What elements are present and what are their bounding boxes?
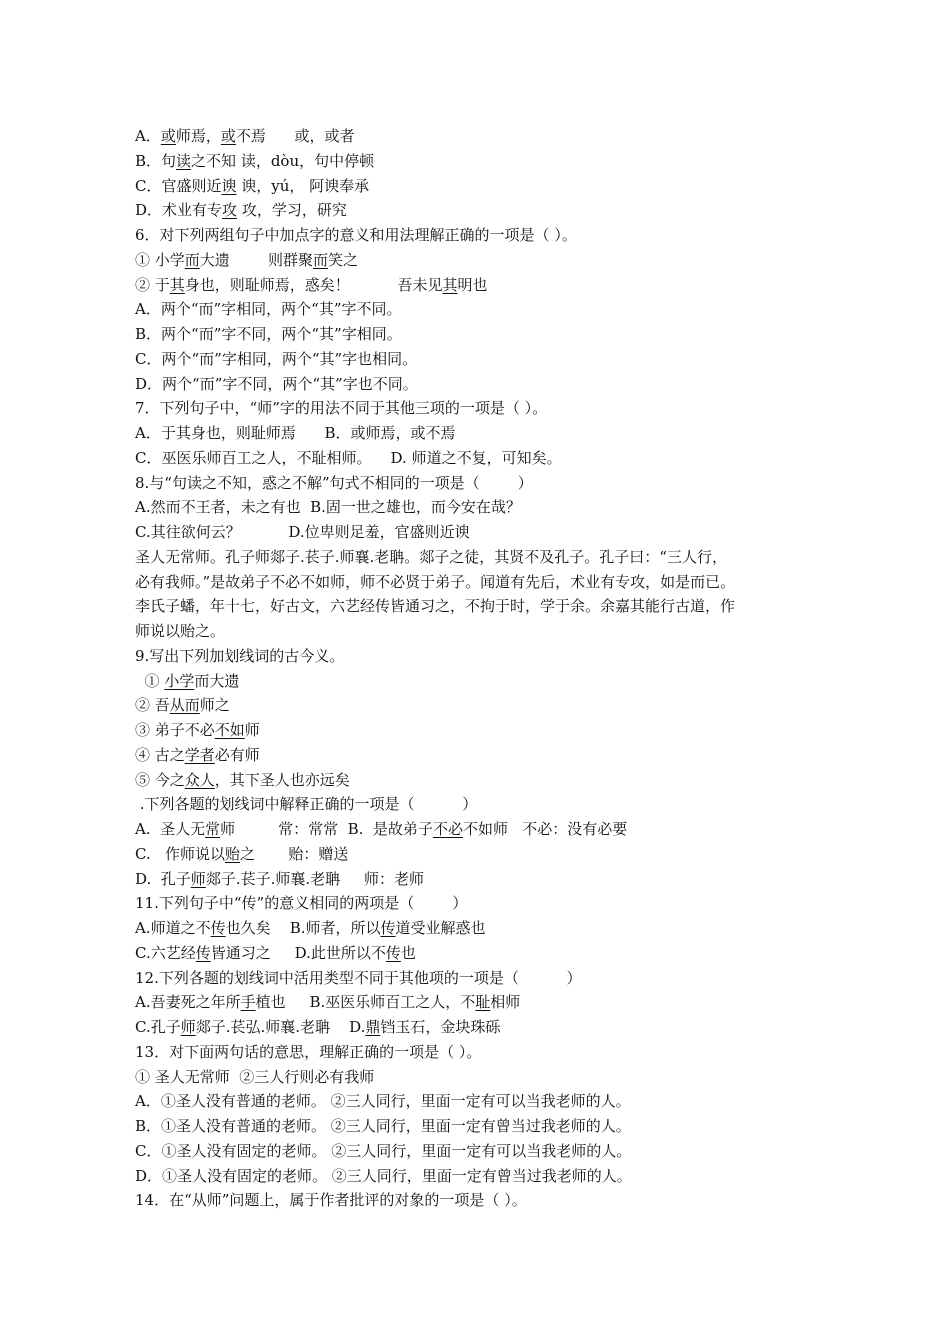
text-segment: A．于其身也，则耻师焉 B．或师焉，或不焉 xyxy=(135,424,456,442)
text-segment: C.其往欲何云？ D.位卑则足羞，官盛则近谀 xyxy=(135,523,470,541)
text-line xyxy=(135,867,424,892)
text-line xyxy=(135,421,455,446)
underlined-word: 或 xyxy=(220,127,236,145)
text-segment: A．①圣人没有普通的老师。 ②三人同行，里面一定有可以当我老师的人。 xyxy=(135,1092,631,1111)
text-line xyxy=(135,768,350,793)
text-segment: 明也 xyxy=(457,275,488,294)
underlined-word: 谀 xyxy=(221,176,237,195)
underlined-word: 传 xyxy=(210,919,226,937)
underlined-word: 读 xyxy=(176,151,192,170)
text-segment: 11.下列句子中“传”的意义相同的两项是（ ） xyxy=(135,894,468,913)
text-segment: D．术业有专 xyxy=(135,201,223,220)
text-line xyxy=(135,322,402,347)
text-line xyxy=(135,842,348,867)
text-line xyxy=(135,1164,632,1189)
text-segment: A.然而不王者，未之有也 B.固一世之雄也，而今安在哉？ xyxy=(135,498,521,517)
text-line xyxy=(135,619,225,644)
text-line xyxy=(135,792,477,817)
underlined-word: 师 xyxy=(190,869,206,888)
text-segment: 谀，yú， 阿谀奉承 xyxy=(236,176,370,195)
text-segment: 李氏子蟠，年十七，好古文，六艺经传皆通习之，不拘于时，学于余。余嘉其能行古道，作 xyxy=(135,597,736,616)
text-segment: .下列各题的划线词中解释正确的一项是（ ） xyxy=(135,795,478,814)
underlined-word: 耻 xyxy=(475,993,491,1012)
text-line xyxy=(135,916,486,941)
text-segment: 也 xyxy=(400,943,416,962)
text-line xyxy=(135,1139,631,1164)
text-line xyxy=(135,990,520,1015)
text-line xyxy=(135,1188,527,1213)
underlined-word: 而 xyxy=(184,250,200,269)
text-segment: 圣人无常师。孔子师郯子.苌子.师襄.老聃。郯子之徒，其贤不及孔子。孔子曰：“三人行， xyxy=(135,547,727,566)
text-line xyxy=(135,149,374,174)
text-line xyxy=(135,545,727,570)
text-segment: ① 圣人无常师 ②三人行则必有我师 xyxy=(135,1067,375,1086)
text-segment: C．两个“而”字相同，两个“其”字也相同。 xyxy=(135,349,418,368)
text-segment: 道受业解惑也 xyxy=(395,919,486,937)
text-segment: 必有师 xyxy=(214,745,260,764)
text-line xyxy=(135,347,417,372)
underlined-word: 小学 xyxy=(164,671,195,690)
text-segment: ③ 弟子不必 xyxy=(135,721,215,739)
underlined-word: 传 xyxy=(385,943,401,962)
underlined-word: 鼎 xyxy=(365,1018,381,1036)
text-segment: 郯子.苌子.师襄.老聃 师：老师 xyxy=(205,869,424,888)
text-line xyxy=(135,1114,631,1139)
text-segment: C．巫医乐师百工之人，不耻相师。 D. 师道之不复，可知矣。 xyxy=(135,448,562,467)
text-segment: 大遗 则群聚 xyxy=(199,250,313,269)
text-segment: 师 xyxy=(244,721,260,739)
text-segment: 植也 B.巫医乐师百工之人，不 xyxy=(255,993,476,1012)
underlined-word: 不必 xyxy=(432,820,463,838)
text-line xyxy=(135,966,582,991)
text-segment: D．①圣人没有固定的老师。 ②三人同行，里面一定有曾当过我老师的人。 xyxy=(135,1166,632,1185)
text-line xyxy=(135,372,418,397)
text-line xyxy=(135,446,562,471)
text-segment: 12.下列各题的划线词中活用类型不同于其他项的一项是（ ） xyxy=(135,968,582,987)
text-segment: A.吾妻死之年所 xyxy=(135,993,241,1012)
text-segment: 8.与“句读之不知，惑之不解”句式不相同的一项是（ ） xyxy=(135,473,533,492)
text-line xyxy=(135,223,577,248)
text-line xyxy=(135,1089,631,1114)
text-segment: 师说以贻之。 xyxy=(135,622,226,640)
text-segment: ② 吾 xyxy=(135,696,170,715)
underlined-word: 其 xyxy=(442,275,458,294)
text-segment: ④ 古之 xyxy=(135,745,185,764)
underlined-word: 师 xyxy=(180,1018,196,1036)
text-line xyxy=(135,941,416,966)
text-segment: 师之 xyxy=(199,696,230,715)
text-line xyxy=(135,471,533,496)
text-segment: 皆通习之 D.此世所以不 xyxy=(210,943,386,962)
text-segment: 铛玉石，金块珠砾 xyxy=(380,1018,501,1036)
text-segment: 13．对下面两句话的意思，理解正确的一项是（ ）。 xyxy=(135,1042,482,1061)
text-line xyxy=(135,198,347,223)
text-line xyxy=(135,669,239,694)
text-segment: 9.写出下列加划线词的古今义。 xyxy=(135,646,345,665)
text-line xyxy=(135,396,547,421)
text-segment: 相师 xyxy=(490,993,521,1012)
text-line xyxy=(135,817,627,842)
text-segment: ，其下圣人也亦远矣 xyxy=(214,770,350,789)
text-segment: D. 孔子 xyxy=(135,869,191,888)
text-segment: A.师道之不 xyxy=(135,919,211,937)
text-line xyxy=(135,1015,500,1040)
text-segment: A．两个“而”字相同，两个“其”字不同。 xyxy=(135,300,402,319)
text-segment: 14．在“从师”问题上，属于作者批评的对象的一项是（ ）。 xyxy=(135,1191,527,1210)
text-segment: C．官盛则近 xyxy=(135,176,222,195)
text-segment: B．①圣人没有普通的老师。 ②三人同行，里面一定有曾当过我老师的人。 xyxy=(135,1117,631,1135)
underlined-word: 不如 xyxy=(214,721,245,739)
text-line xyxy=(135,743,260,768)
text-segment: ① xyxy=(135,671,165,690)
text-segment: 也久矣 B.师者，所以 xyxy=(225,919,381,937)
text-segment: ⑤ 今之 xyxy=(135,770,185,789)
text-line xyxy=(135,520,470,545)
text-line xyxy=(135,124,355,149)
text-line xyxy=(135,495,521,520)
underlined-word: 常 xyxy=(205,820,221,838)
text-segment: 必有我师。”是故弟子不必不如师，师不必贤于弟子。闻道有先后，术业有专攻，如是而已。 xyxy=(135,572,736,591)
underlined-word: 而 xyxy=(312,250,328,269)
underlined-word: 或 xyxy=(160,127,176,145)
underlined-word: 其 xyxy=(169,275,185,294)
text-segment: B．句 xyxy=(135,151,177,170)
text-line xyxy=(135,1065,374,1090)
underlined-word: 传 xyxy=(195,943,211,962)
text-segment: 师 常：常常 B. 是故弟子 xyxy=(220,820,433,838)
text-segment: C. 作师说以 xyxy=(135,844,226,863)
text-segment: 不焉 或，或者 xyxy=(235,127,355,145)
text-segment: 不如师 不必：没有必要 xyxy=(462,820,628,838)
text-line xyxy=(135,718,260,743)
text-segment: 之不知 读，dòu，句中停顿 xyxy=(191,151,375,170)
text-segment: 而大遗 xyxy=(194,671,240,690)
text-segment: C．①圣人没有固定的老师。 ②三人同行，里面一定有可以当我老师的人。 xyxy=(135,1141,632,1160)
text-segment: 笑之 xyxy=(327,250,358,269)
underlined-word: 攻 xyxy=(222,201,238,220)
text-segment: 郯子.苌弘.师襄.老聃 D. xyxy=(195,1018,366,1036)
text-segment: 攻，学习，研究 xyxy=(237,201,347,220)
text-line xyxy=(135,273,488,298)
text-segment: 之 贻：赠送 xyxy=(240,844,349,863)
text-segment: D．两个“而”字不同，两个“其”字也不同。 xyxy=(135,374,418,393)
text-segment: ② 于 xyxy=(135,275,170,294)
text-segment: C.孔子 xyxy=(135,1018,181,1036)
text-line xyxy=(135,891,467,916)
text-segment: B．两个“而”字不同，两个“其”字相同。 xyxy=(135,325,402,343)
text-segment: 师焉， xyxy=(175,127,221,145)
text-line xyxy=(135,1040,481,1065)
underlined-word: 从而 xyxy=(169,696,200,715)
text-line xyxy=(135,693,230,718)
text-segment: 7．下列句子中，“师”字的用法不同于其他三项的一项是（ ）。 xyxy=(135,399,548,418)
text-segment: ① 小学 xyxy=(135,250,185,269)
underlined-word: 学者 xyxy=(184,745,215,764)
text-line xyxy=(135,174,369,199)
underlined-word: 贻 xyxy=(225,844,241,863)
text-line xyxy=(135,297,402,322)
text-segment: 身也，则耻师焉，惑矣！ 吾未见 xyxy=(184,275,443,294)
text-segment: A. 圣人无 xyxy=(135,820,206,838)
underlined-word: 传 xyxy=(380,919,396,937)
text-line xyxy=(135,248,358,273)
underlined-word: 众人 xyxy=(184,770,215,789)
text-line xyxy=(135,594,735,619)
text-segment: 6．对下列两组句子中加点字的意义和用法理解正确的一项是（ ）。 xyxy=(135,226,577,244)
text-line xyxy=(135,570,735,595)
text-segment: A． xyxy=(135,127,161,145)
text-segment: C.六艺经 xyxy=(135,943,196,962)
text-line xyxy=(135,644,344,669)
underlined-word: 手 xyxy=(240,993,256,1012)
